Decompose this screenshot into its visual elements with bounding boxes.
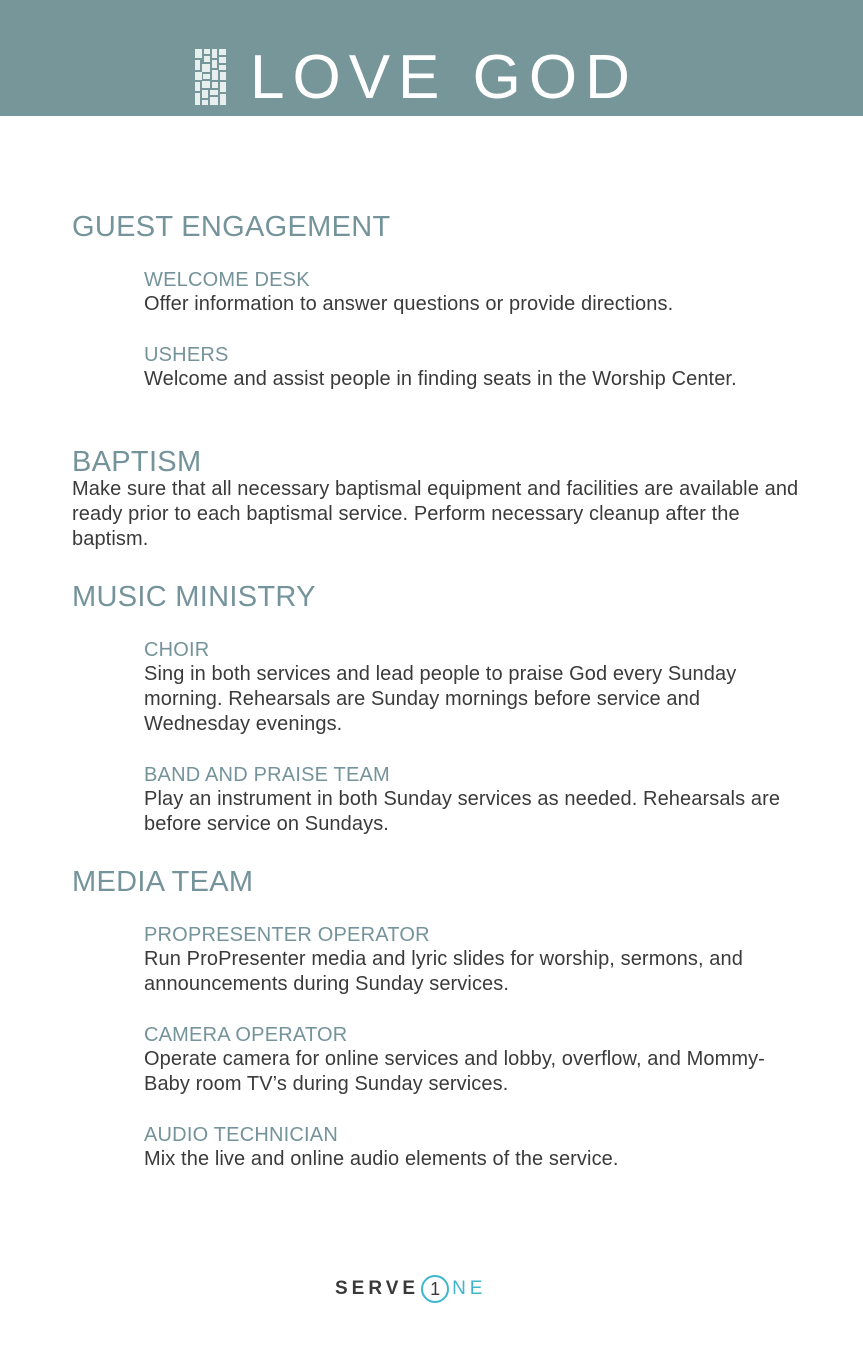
section-title-guest-engagement: GUEST ENGAGEMENT xyxy=(72,211,391,243)
role-title-choir: CHOIR xyxy=(144,639,210,661)
role-title-ushers: USHERS xyxy=(144,344,229,366)
role-title-band-praise-team: BAND AND PRAISE TEAM xyxy=(144,764,390,786)
logo-one-digit: 1 xyxy=(430,1278,441,1299)
logo-ne-text: NE xyxy=(452,1278,487,1299)
role-title-propresenter-operator: PROPRESENTER OPERATOR xyxy=(144,924,430,946)
section-title-media-team: MEDIA TEAM xyxy=(72,866,254,898)
page-header xyxy=(0,0,863,116)
window-grid-icon xyxy=(192,46,228,108)
role-description-propresenter-operator: Run ProPresenter media and lyric slides for worship, sermons, and announcements during Sunday services. xyxy=(144,948,743,995)
role-description-band-praise-team: Play an instrument in both Sunday services as needed. Rehearsals are before service on Sundays. xyxy=(144,788,781,835)
role-description-ushers: Welcome and assist people in finding seats in the Worship Center. xyxy=(144,368,737,390)
logo-one-circle xyxy=(421,1275,449,1303)
page-title: LOVE GOD xyxy=(250,43,638,112)
logo-serve-text: SERVE xyxy=(335,1278,420,1299)
role-description-choir: Sing in both services and lead people to praise God every Sunday morning. Rehearsals are Sunday mornings before service and Wednesday evenings. xyxy=(144,663,737,735)
section-title-music-ministry: MUSIC MINISTRY xyxy=(72,581,316,613)
role-description-welcome-desk: Offer information to answer questions or provide directions. xyxy=(144,293,674,315)
role-title-audio-technician: AUDIO TECHNICIAN xyxy=(144,1124,338,1146)
role-title-camera-operator: CAMERA OPERATOR xyxy=(144,1024,348,1046)
section-description-baptism: Make sure that all necessary baptismal equipment and facilities are available and ready prior to each baptismal service. Perform necessary cleanup after the baptism. xyxy=(72,478,799,550)
role-description-audio-technician: Mix the live and online audio elements of the service. xyxy=(144,1148,619,1170)
role-description-camera-operator: Operate camera for online services and lobby, overflow, and Mommy-Baby room TV’s during Sunday services. xyxy=(144,1048,765,1095)
serve-one-logo xyxy=(335,1272,486,1306)
role-title-welcome-desk: WELCOME DESK xyxy=(144,269,310,291)
section-title-baptism: BAPTISM xyxy=(72,446,202,478)
